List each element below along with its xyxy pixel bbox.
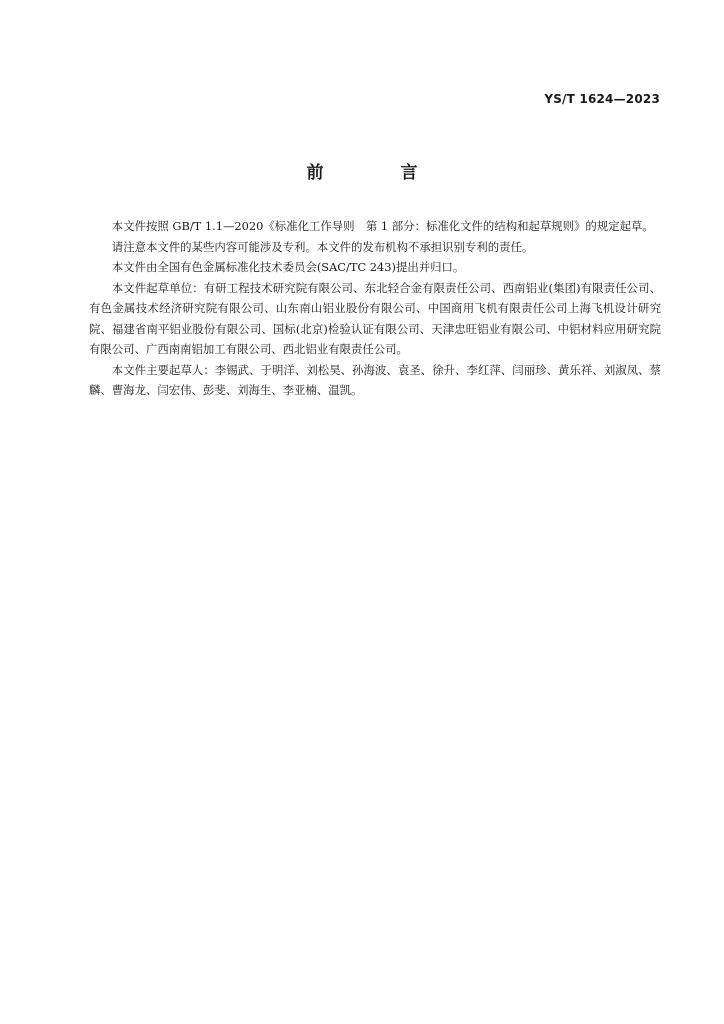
paragraph-drafting-units: 本文件起草单位：有研工程技术研究院有限公司、东北轻合金有限责任公司、西南铝业(集团)有限责任公司、有色金属技术经济研究院有限公司、山东南山铝业股份有限公司、中国商用飞机有限责任公司上海飞机设计研究院、福建省南平铝业股份有限公司、国标(北京)检验认证有限公司、天津忠旺铝业有限公司、中铝材料应用研究院有限公司、广西南南铝加工有限公司、西北铝业有限责任公司。 [89,280,661,356]
paragraph-patent-notice: 请注意本文件的某些内容可能涉及专利。本文件的发布机构不承担识别专利的责任。 [111,239,534,254]
paragraph-committee: 本文件由全国有色金属标准化技术委员会(SAC/TC 243)提出并归口。 [111,260,465,274]
paragraph-drafting-rules: 本文件按照 GB/T 1.1—2020《标准化工作导则 第 1 部分：标准化文件的结构和起草规则》的规定起草。 [111,219,654,233]
paragraph-drafters: 本文件主要起草人：李锡武、于明洋、刘松昊、孙海波、袁圣、徐升、李红萍、闫丽珍、黄乐祥、刘淑凤、蔡麟、曹海龙、闫宏伟、彭斐、刘海生、李亚楠、温凯。 [89,362,661,397]
standard-code: YS/T 1624—2023 [544,92,660,106]
preface-body [89,216,661,401]
page-title: 前 言 [306,163,448,183]
